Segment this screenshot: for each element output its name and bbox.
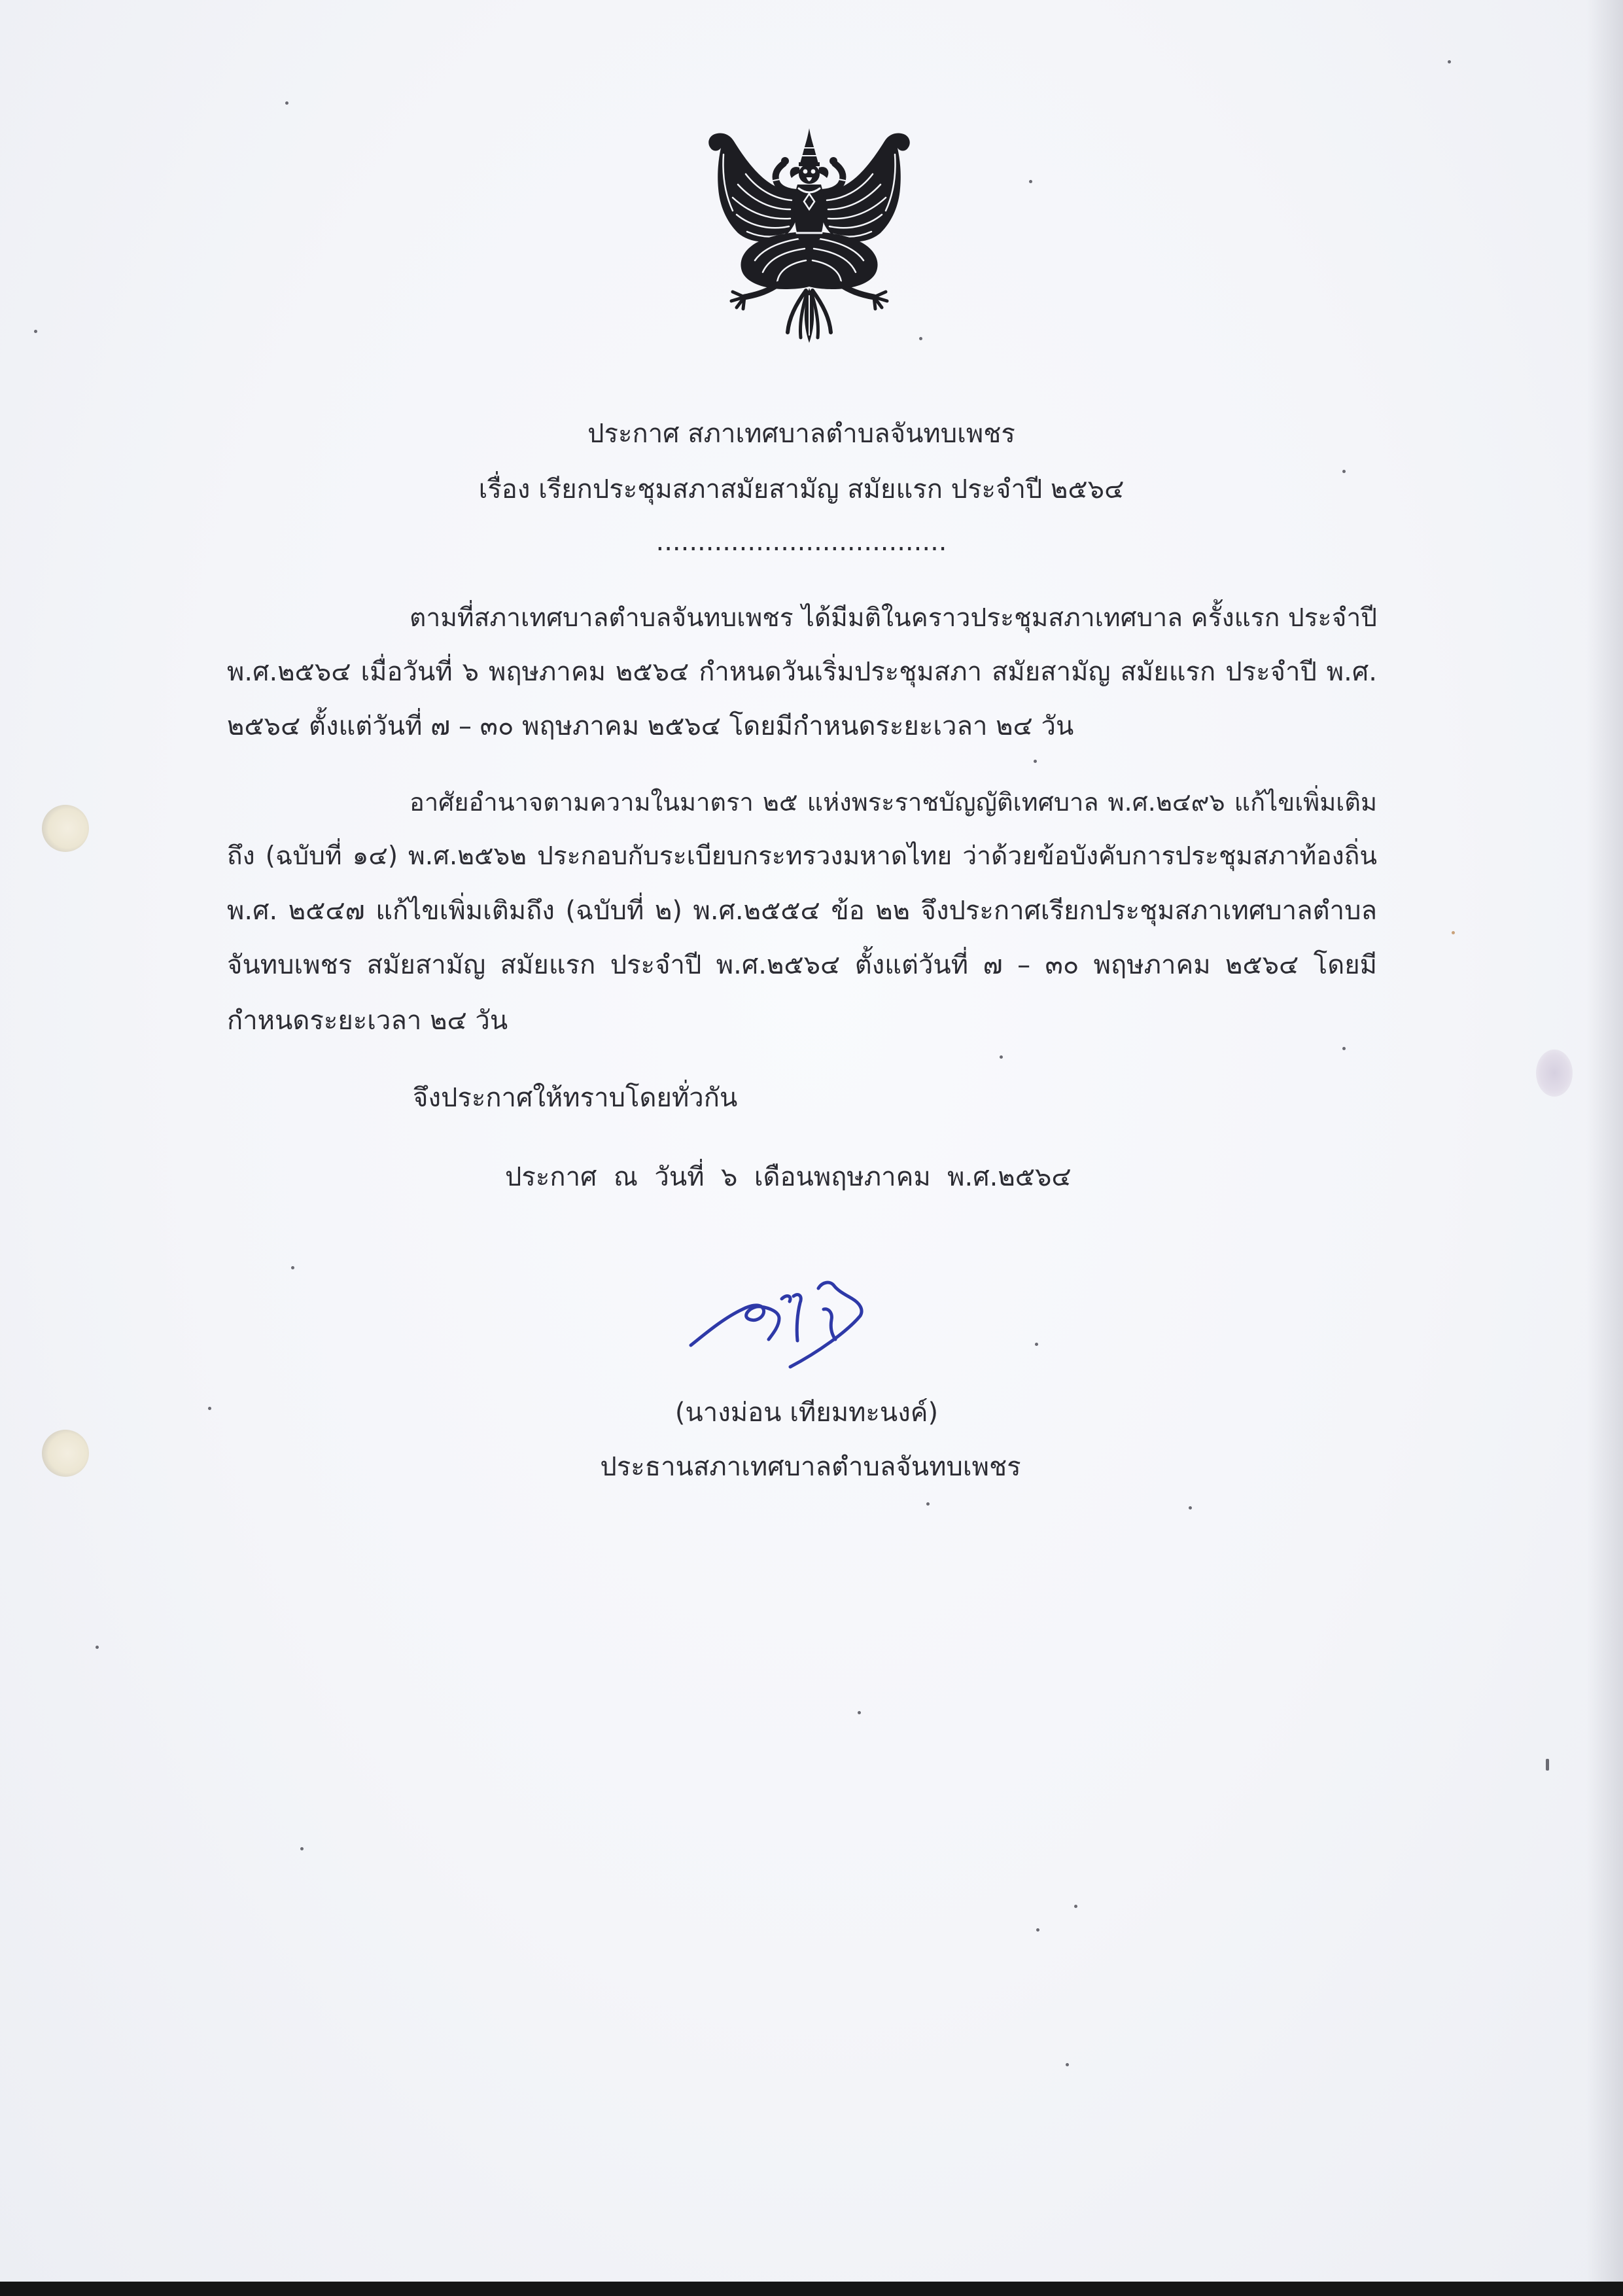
scan-speck xyxy=(1189,1506,1192,1510)
scan-speck xyxy=(1448,60,1451,63)
signature-stroke xyxy=(782,1296,790,1301)
scan-speck xyxy=(208,1407,211,1410)
scan-speck xyxy=(1546,1759,1549,1771)
paragraph-line: กำหนดระยะเวลา ๒๔ วัน xyxy=(227,1006,508,1036)
signature-stroke xyxy=(824,1309,835,1339)
garuda-left-half xyxy=(708,133,809,338)
scan-speck xyxy=(1074,1905,1077,1908)
scan-speck xyxy=(1034,760,1037,763)
signature-stroke xyxy=(794,1295,801,1341)
signatory-position: ประธานสภาเทศบาลตำบลจันทบเพชร xyxy=(600,1452,1021,1482)
heading-separator: ................................... xyxy=(655,527,947,557)
garuda-eye xyxy=(803,169,808,174)
paragraph-line: พ.ศ.๒๕๖๔ เมื่อวันที่ ๖ พฤษภาคม ๒๕๖๔ กำหนดวันเริ่มประชุมสภา สมัยสามัญ สมัยแรก ประจำปี พ.ศ. xyxy=(227,657,1377,687)
scan-speck xyxy=(1342,1047,1346,1050)
scan-speck xyxy=(291,1266,294,1269)
scan-speck xyxy=(1452,931,1455,934)
garuda-crown xyxy=(800,128,818,164)
punch-hole xyxy=(42,1430,89,1477)
closing-statement: จึงประกาศให้ทราบโดยทั่วกัน xyxy=(413,1083,738,1113)
scan-speck xyxy=(1342,470,1346,473)
scan-speck xyxy=(1029,180,1032,183)
paragraph-line: อาศัยอำนาจตามความในมาตรา ๒๕ แห่งพระราชบัญญัติเทศบาล พ.ศ.๒๔๙๖ แก้ไขเพิ่มเติม xyxy=(410,788,1377,817)
scan-speck xyxy=(1035,1343,1038,1346)
scan-speck xyxy=(926,1502,930,1506)
signatory-name: (นางม่อน เทียมทะนงค์) xyxy=(674,1398,939,1428)
notice-subject: เรื่อง เรียกประชุมสภาสมัยสามัญ สมัยแรก ประจำปี ๒๕๖๔ xyxy=(478,474,1125,504)
scan-speck xyxy=(858,1711,861,1714)
scan-edge-shadow xyxy=(1586,0,1623,2296)
garuda-emblem xyxy=(704,128,915,344)
scan-speck xyxy=(1036,1928,1039,1932)
paragraph-line: ตามที่สภาเทศบาลตำบลจันทบเพชร ได้มีมติในคราวประชุมสภาเทศบาล ครั้งแรก ประจำปี xyxy=(410,603,1377,633)
handwritten-signature xyxy=(684,1279,873,1374)
signature-stroke xyxy=(691,1305,779,1345)
scan-speck xyxy=(34,330,37,333)
paragraph-line: จันทบเพชร สมัยสามัญ สมัยแรก ประจำปี พ.ศ.๒๕๖๔ ตั้งแต่วันที่ ๗ – ๓๐ พฤษภาคม ๒๕๖๔ โดยมี xyxy=(227,950,1377,980)
scan-bottom-edge xyxy=(0,2282,1623,2296)
notice-title: ประกาศ สภาเทศบาลตำบลจันทบเพชร xyxy=(587,419,1015,449)
punch-hole xyxy=(42,805,89,852)
announcement-date: ประกาศ ณ วันที่ ๖ เดือนพฤษภาคม พ.ศ.๒๕๖๔ xyxy=(505,1162,1072,1192)
scan-speck xyxy=(1000,1055,1003,1059)
scan-speck xyxy=(300,1847,304,1850)
paragraph-line: ถึง (ฉบับที่ ๑๔) พ.ศ.๒๕๖๒ ประกอบกับระเบียบกระทรวงมหาดไทย ว่าด้วยข้อบังคับการประชุมสภาท้องถิ่น xyxy=(227,841,1377,871)
garuda-eye xyxy=(811,169,816,174)
scan-speck xyxy=(919,337,922,340)
scan-speck xyxy=(1066,2063,1069,2066)
paragraph-line: ๒๕๖๔ ตั้งแต่วันที่ ๗ – ๓๐ พฤษภาคม ๒๕๖๔ โดยมีกำหนดระยะเวลา ๒๔ วัน xyxy=(227,711,1074,741)
garuda-right-half xyxy=(809,133,910,338)
scan-smudge xyxy=(1536,1050,1573,1097)
garuda-crown-band xyxy=(799,162,820,166)
scan-speck xyxy=(96,1646,99,1649)
scan-speck xyxy=(285,101,288,105)
paragraph-line: พ.ศ. ๒๕๔๗ แก้ไขเพิ่มเติมถึง (ฉบับที่ ๒) พ.ศ.๒๕๕๔ ข้อ ๒๒ จึงประกาศเรียกประชุมสภาเทศบาลตำบล xyxy=(227,896,1377,926)
